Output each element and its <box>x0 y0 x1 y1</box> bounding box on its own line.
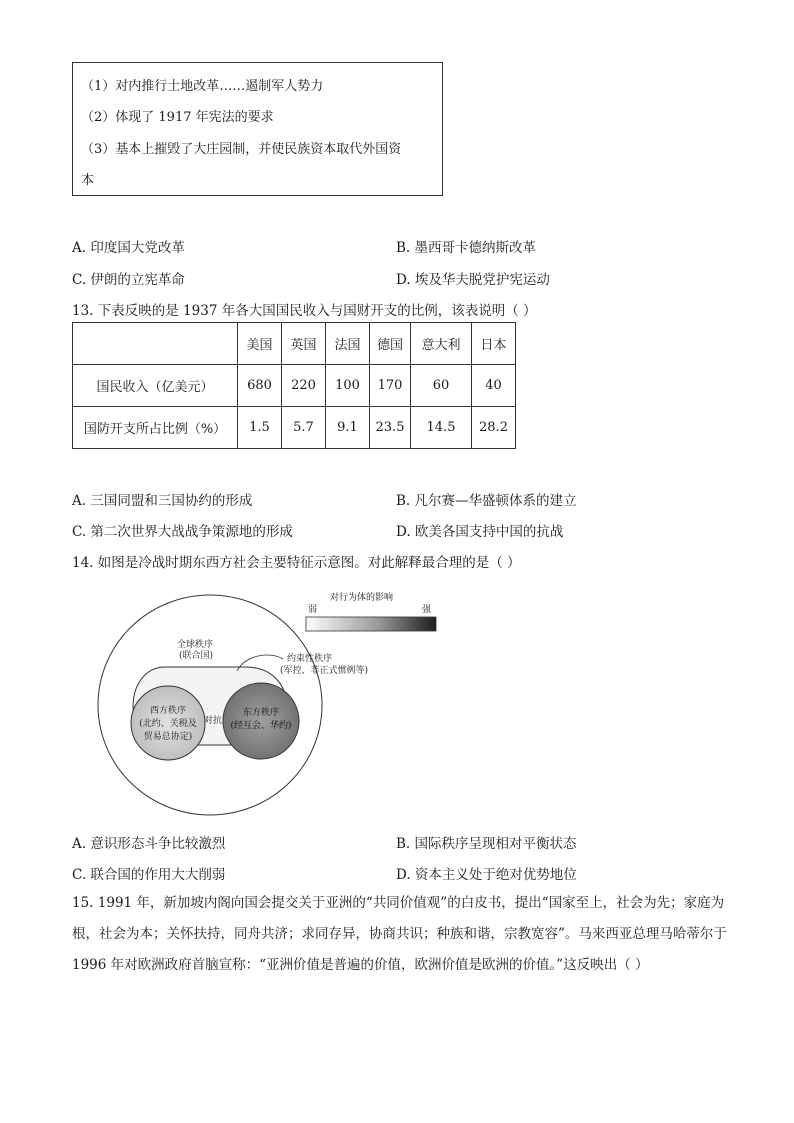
legend-weak-label: 弱 <box>308 605 318 615</box>
table-cell: 23.5 <box>370 407 411 449</box>
constraint-order-detail: (军控、非正式惯例等) <box>280 666 369 676</box>
q15-stem: 15. 1991 年，新加坡内阁向国会提交关于亚洲的“共同价值观”的白皮书，提出“国家至上，社会为先；家庭为根，社会为本；关怀扶持，同舟共济；求同存异，协商共识；种族和谐，宗教宽容”。马来西亚总理马哈蒂尔于 1996 年对欧洲政府首脑宣称：“亚洲价值是普遍的价值，欧洲价值是欧洲的价值。”这反映出（ ） <box>72 895 727 973</box>
q13-option-b[interactable]: B. 凡尔赛—华盛顿体系的建立 <box>396 493 577 509</box>
legend-strong-label: 强 <box>422 605 432 615</box>
west-order-line2: (北约、关税及 <box>139 719 197 729</box>
table-row <box>73 365 516 407</box>
q14-option-c[interactable]: C. 联合国的作用大大削弱 <box>72 867 226 883</box>
q13-stem: 13. 下表反映的是 1937 年各大国国民收入与国财开支的比例，该表说明（ ） <box>72 303 537 319</box>
excerpt-box <box>72 62 443 196</box>
table-cell: 60 <box>411 365 472 407</box>
q14-option-a[interactable]: A. 意识形态斗争比较激烈 <box>72 836 226 852</box>
excerpt-line-1: （1）对内推行土地改革……遏制军人势力 <box>81 79 324 94</box>
east-order-line2: (经互会、华约) <box>230 721 292 731</box>
legend-title: 对行为体的影响 <box>330 593 394 603</box>
q13-table <box>72 322 516 449</box>
constraint-order-label: 约束性秩序 <box>287 654 333 664</box>
table-cell: 170 <box>370 365 411 407</box>
table-row <box>73 407 516 449</box>
q12-option-d[interactable]: D. 埃及华夫脱党护宪运动 <box>396 272 550 288</box>
table-cell: 国民收入（亿美元） <box>73 365 238 407</box>
table-header-cell <box>73 323 238 365</box>
table-header-row <box>73 323 516 365</box>
q13-option-c[interactable]: C. 第二次世界大战战争策源地的形成 <box>72 524 293 540</box>
excerpt-line-3: （3）基本上摧毁了大庄园制，并使民族资本取代外国资 <box>81 142 402 157</box>
excerpt-line-2: （2）体现了 1917 年宪法的要求 <box>81 110 274 125</box>
confrontation-label: 对抗 <box>203 716 223 726</box>
q12-option-a[interactable]: A. 印度国大党改革 <box>72 240 185 256</box>
table-header-cell: 德国 <box>370 323 411 365</box>
q14-option-b[interactable]: B. 国际秩序呈现相对平衡状态 <box>396 836 577 852</box>
table-cell: 28.2 <box>472 407 516 449</box>
table-cell: 国防开支所占比例（%） <box>73 407 238 449</box>
west-order-line3: 贸易总协定) <box>143 732 193 742</box>
q13-option-d[interactable]: D. 欧美各国支持中国的抗战 <box>396 524 564 540</box>
excerpt-line-4: 本 <box>81 173 95 188</box>
west-order-title: 西方秩序 <box>149 706 187 716</box>
table-header-cell: 英国 <box>282 323 326 365</box>
table-cell: 1.5 <box>238 407 282 449</box>
global-order-label: 全球秩序 <box>177 640 214 650</box>
table-cell: 100 <box>326 365 370 407</box>
table-cell: 14.5 <box>411 407 472 449</box>
table-cell: 220 <box>282 365 326 407</box>
east-order-title: 东方秩序 <box>242 708 280 718</box>
q13-option-a[interactable]: A. 三国同盟和三国协约的形成 <box>72 493 253 509</box>
un-label: (联合国) <box>179 651 214 661</box>
table-header-cell: 意大利 <box>411 323 472 365</box>
q12-option-c[interactable]: C. 伊朗的立宪革命 <box>72 272 185 288</box>
table-cell: 40 <box>472 365 516 407</box>
legend-gradient-bar <box>306 617 436 631</box>
q12-option-b[interactable]: B. 墨西哥卡德纳斯改革 <box>396 240 537 256</box>
q14-stem: 14. 如图是冷战时期东西方社会主要特征示意图。对此解释最合理的是（ ） <box>72 555 521 571</box>
cold-war-order-diagram <box>95 585 445 820</box>
table-cell: 9.1 <box>326 407 370 449</box>
table-cell: 5.7 <box>282 407 326 449</box>
table-header-cell: 日本 <box>472 323 516 365</box>
table-header-cell: 法国 <box>326 323 370 365</box>
table-cell: 680 <box>238 365 282 407</box>
table-header-cell: 美国 <box>238 323 282 365</box>
q14-option-d[interactable]: D. 资本主义处于绝对优势地位 <box>396 867 577 883</box>
